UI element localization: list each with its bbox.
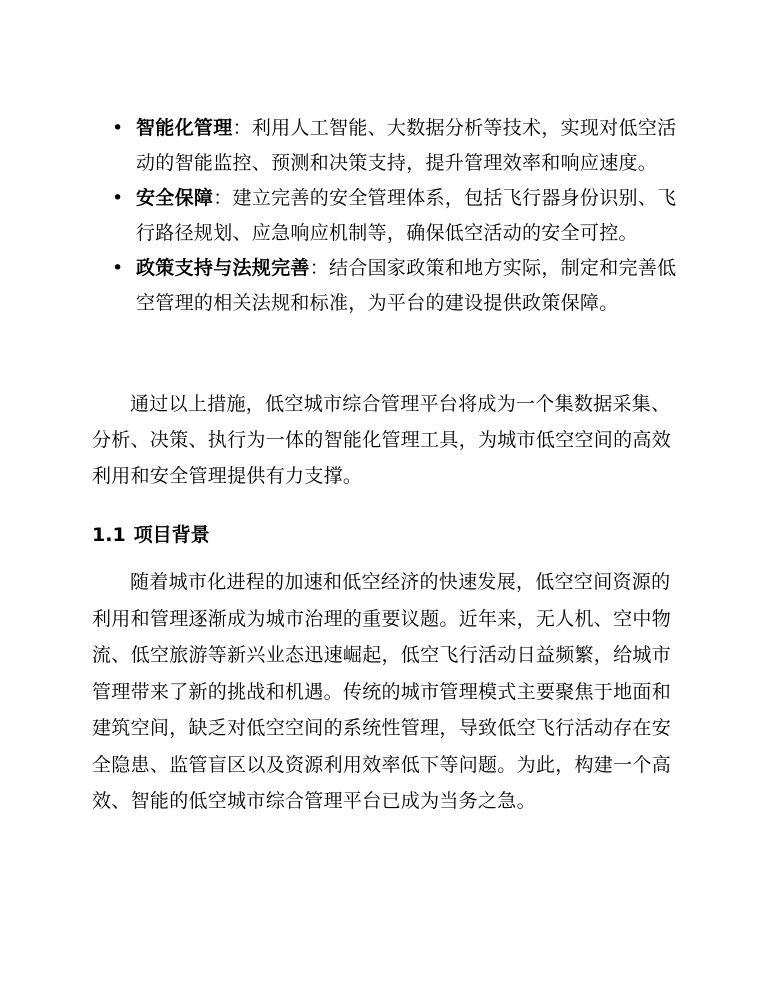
measures-bullet-list (110, 111, 680, 321)
bullet-title: 政策支持与法规完善 (136, 257, 310, 279)
bullet-title: 智能化管理 (136, 117, 233, 139)
bullet-colon: ： (232, 117, 252, 139)
bullet-dot-icon: • (112, 117, 124, 139)
bullet-text: 利用人工智能、大数据分析等技术，实现对低空活动的智能监控、预测和决策支持，提升管理效率和响应速度。 (136, 117, 677, 174)
bullet-text: 建立完善的安全管理体系，包括飞行器身份识别、飞行路径规划、应急响应机制等，确保低空活动的安全可控。 (136, 187, 677, 244)
section-title: 项目背景 (133, 524, 210, 546)
bullet-colon: ： (213, 187, 233, 209)
bullet-item-intelligent-management (110, 111, 680, 181)
section-heading (92, 520, 210, 550)
bullet-item-policy-support (110, 251, 680, 321)
bullet-item-safety-assurance (110, 181, 680, 251)
bullet-dot-icon: • (112, 187, 124, 209)
bullet-text: 结合国家政策和地方实际，制定和完善低空管理的相关法规和标准，为平台的建设提供政策保障。 (136, 257, 677, 314)
bullet-colon: ： (309, 257, 330, 279)
bullet-dot-icon: • (112, 257, 124, 279)
background-paragraph: 随着城市化进程的加速和低空经济的快速发展，低空空间资源的利用和管理逐渐成为城市治理的重要议题。近年来，无人机、空中物流、低空旅游等新兴业态迅速崛起，低空飞行活动日益频繁，给城市管理带来了新的挑战和机遇。传统的城市管理模式主要聚焦于地面和建筑空间，缺乏对低空空间的系统性管理，导致低空飞行活动存在安全隐患、监管盲区以及资源利用效率低下等问题。为此，构建一个高效、智能的低空城市综合管理平台已成为当务之急。 (92, 571, 672, 812)
bullet-title: 安全保障 (136, 187, 214, 209)
section-number: 1.1 (92, 524, 126, 546)
summary-paragraph: 通过以上措施，低空城市综合管理平台将成为一个集数据采集、分析、决策、执行为一体的智能化管理工具，为城市低空空间的高效利用和安全管理提供有力支撑。 (92, 393, 672, 487)
